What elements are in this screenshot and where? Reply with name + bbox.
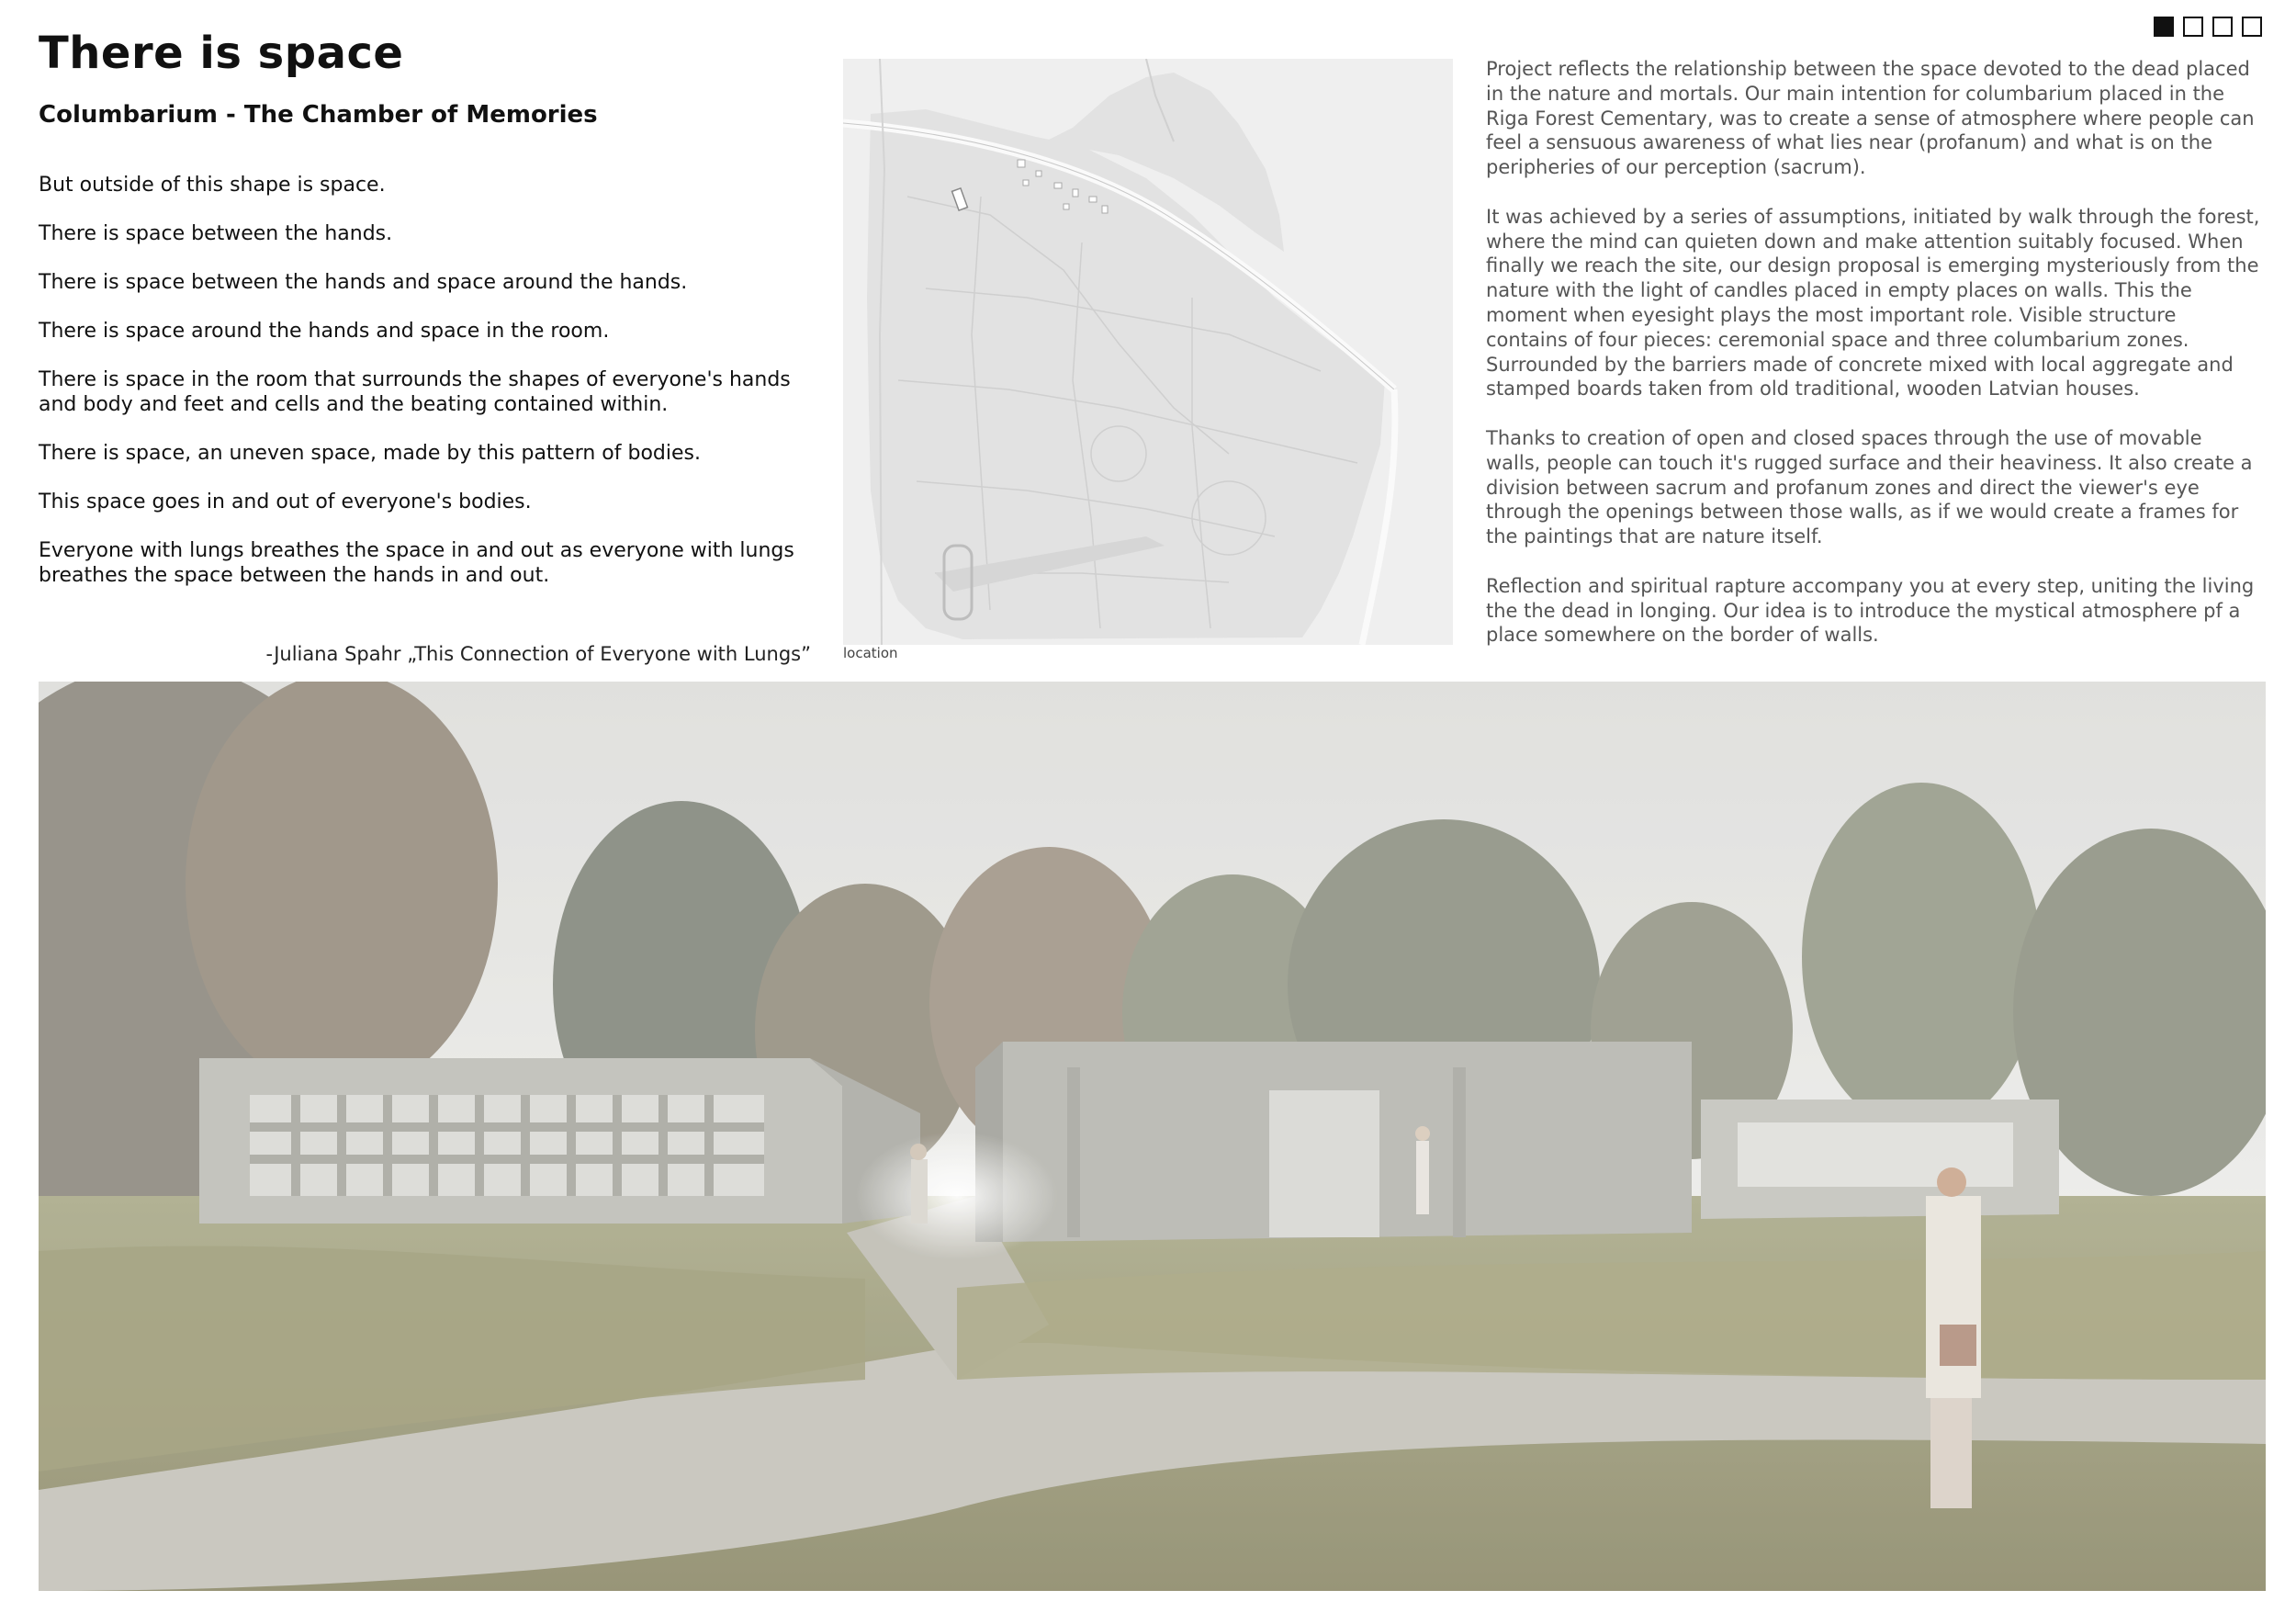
poem-attribution: -Juliana Spahr „This Connection of Everyone with Lungs” (265, 643, 811, 665)
page-indicator-1[interactable] (2154, 17, 2174, 37)
project-description (1486, 57, 2262, 672)
poem-line: There is space between the hands. (39, 222, 393, 245)
page-indicator-4[interactable] (2242, 17, 2262, 37)
page-indicator-2[interactable] (2183, 17, 2203, 37)
poem-line: Everyone with lungs breathes the space in and out as everyone with lungs breathes the space between the hands in and out. (39, 539, 794, 587)
map-caption: location (843, 645, 898, 661)
page-subtitle: Columbarium - The Chamber of Memories (39, 101, 598, 129)
description-paragraph: Project reflects the relationship between the space devoted to the dead placed in the nature and mortals. Our main intention for columbarium placed in the Riga Forest Cementary, was to create a sense of atmosphere where people can feel a sensuous awareness of what lies near (profanum) and what is on the peripheries of our perception (sacrum). (1486, 58, 2255, 179)
page-indicator-3[interactable] (2212, 17, 2233, 37)
poem-line: But outside of this shape is space. (39, 174, 386, 197)
description-paragraph: Thanks to creation of open and closed spaces through the use of movable walls, people can touch it's rugged surface and their heaviness. It also create a division between sacrum and profanum zones and direct the viewer's eye through the openings between those walls, as if we would create a frames for the paintings that are nature itself. (1486, 426, 2253, 548)
poem-block (39, 173, 819, 612)
render-image (39, 682, 2266, 1591)
poem-line: There is space, an uneven space, made by this pattern of bodies. (39, 442, 701, 465)
poem-line: This space goes in and out of everyone's bodies. (39, 491, 532, 513)
poem-line: There is space in the room that surrounds the shapes of everyone's hands and body and feet and cells and the beating contained within. (39, 368, 791, 416)
poem-line: There is space between the hands and space around the hands. (39, 271, 688, 294)
architectural-render (39, 682, 2266, 1591)
poem-line: There is space around the hands and space in the room. (39, 320, 610, 343)
page-title: There is space (39, 28, 404, 79)
page-indicator (2154, 17, 2262, 37)
location-map (843, 59, 1453, 645)
location-map-drawing (843, 59, 1453, 645)
description-paragraph: Reflection and spiritual rapture accompany you at every step, uniting the living the the dead in longing. Our idea is to introduce the mystical atmosphere pf a place somewhere on the border of walls. (1486, 574, 2255, 647)
description-paragraph: It was achieved by a series of assumptions, initiated by walk through the forest, where the mind can quieten down and make attention suitably focused. When finally we reach the site, our design proposal is emerging mysteriously from the nature with the light of candles placed in empty places on walls. This the moment when eyesight plays the most important role. Visible structure contains of four pieces: ceremonial space and three columbarium zones. Surrounded by the barriers made of concrete mixed with local aggregate and stamped boards taken from old traditional, wooden Latvian houses. (1486, 205, 2260, 400)
